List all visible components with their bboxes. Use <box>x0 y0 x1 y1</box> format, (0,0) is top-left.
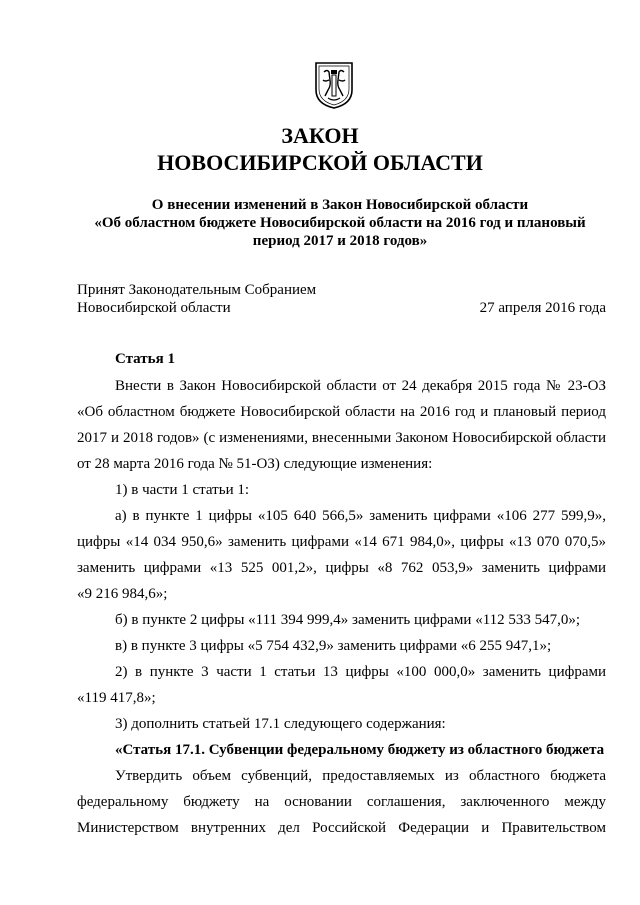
list-item: б) в пункте 2 цифры «111 394 999,4» заменить цифрами «112 533 547,0»; <box>115 612 581 628</box>
paragraph-line: Внести в Закон Новосибирской области от 24 декабря 2015 года № 23-ОЗ <box>115 378 606 394</box>
paragraph-line: 2) в пункте 3 части 1 статьи 13 цифры «100 000,0» заменить цифрами <box>115 664 606 680</box>
adoption-line: Принят Законодательным Собранием <box>77 282 317 298</box>
paragraph-line: 2017 и 2018 годов» (с изменениями, внесенными Законом Новосибирской области <box>77 430 606 446</box>
article-heading: Статья 1 <box>115 351 175 367</box>
region-title: НОВОСИБИРСКОЙ ОБЛАСТИ <box>157 150 483 175</box>
paragraph-line: «Об областном бюджете Новосибирской области на 2016 год и плановый период <box>77 404 606 420</box>
paragraph-line: Утвердить объем субвенций, предоставляемых из областного бюджета <box>115 768 606 784</box>
adoption-line: Новосибирской области <box>77 300 231 316</box>
coat-of-arms-icon <box>313 60 355 110</box>
subtitle-line: период 2017 и 2018 годов» <box>252 233 428 249</box>
paragraph-line: «9 216 984,6»; <box>77 586 168 602</box>
law-subtitle <box>80 196 600 250</box>
paragraph-line: заменить цифрами «13 525 001,2», цифры «8 762 053,9» заменить цифрами <box>77 560 606 576</box>
article-171-heading: «Статья 17.1. Субвенции федеральному бюджету из областного бюджета <box>115 742 605 758</box>
paragraph-line: цифры «14 034 950,6» заменить цифрами «14 671 984,0», цифры «13 070 070,5» <box>77 534 606 550</box>
subtitle-line: О внесении изменений в Закон Новосибирской области <box>151 197 529 213</box>
adoption-date: 27 апреля 2016 года <box>479 300 606 316</box>
paragraph-line: «119 417,8»; <box>77 690 156 706</box>
list-item: в) в пункте 3 цифры «5 754 432,9» заменить цифрами «6 255 947,1»; <box>115 638 552 654</box>
paragraph-line: от 28 марта 2016 года № 51-ОЗ) следующие изменения: <box>77 456 433 472</box>
list-item: 3) дополнить статьей 17.1 следующего содержания: <box>115 716 446 732</box>
paragraph-line: Министерством внутренних дел Российской Федерации и Правительством <box>77 820 606 836</box>
law-title: ЗАКОН <box>281 123 359 148</box>
subtitle-line: «Об областном бюджете Новосибирской области на 2016 год и плановый <box>94 215 586 231</box>
paragraph-line: а) в пункте 1 цифры «105 640 566,5» заменить цифрами «106 277 599,9», <box>115 508 606 524</box>
paragraph-line: федеральному бюджету на основании соглашения, заключенного между <box>77 794 606 810</box>
list-item: 1) в части 1 статьи 1: <box>115 482 250 498</box>
